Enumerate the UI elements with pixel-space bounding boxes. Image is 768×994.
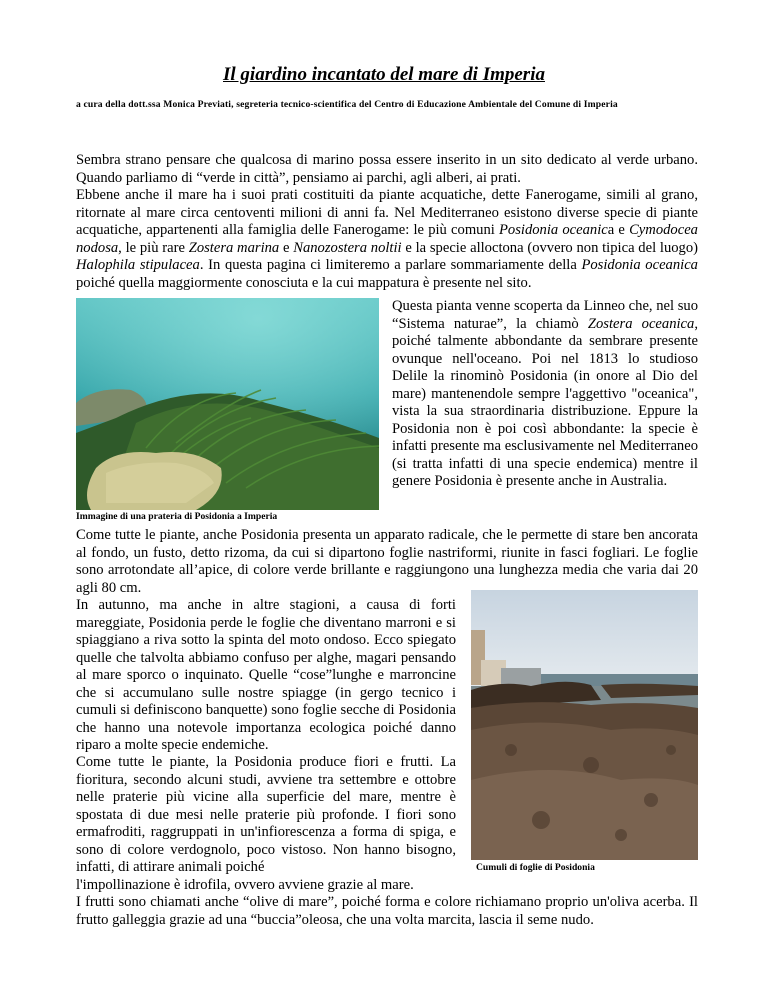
intro-paragraph: Sembra strano pensare che qualcosa di marino possa essere inserito in un sito dedicato al verde urbano. Quando parliamo di “verde in città”, pensiamo ai parchi, agli alberi, ai prati. Ebbene anche il mare ha i suoi prati costituiti da piante acquatiche, dette Fanerogame, simili al grano, ritornate al mare circa centoventi milioni di anni fa. Nel Mediterraneo esistono diverse specie di piante acquatiche, appartenenti alla famiglia delle Fanerogame: le più comuni Posidonia oceanica e Cymodocea nodosa, le più rare Zostera marina e Nanozostera noltii e la specie alloctona (ovvero non tipica del luogo) Halophila stipulacea. In questa pagina ci limiteremo a parlare sommariamente della Posidonia oceanica poiché quella maggiormente conosciuta e la cui mappatura è presente nel sito.: [76, 152, 698, 291]
paragraph-anatomy: Come tutte le piante, anche Posidonia presenta un apparato radicale, che le permette di stare ben ancorata al fondo, un fusto, detto rizoma, da cui si dipartono foglie nastriformi, riunite in fasci fogliari. Le foglie sono arrotondate all’apice, di colore verde brillante e raggiungono una lunghezza media che varia dai 20 agli 80 cm.: [76, 527, 698, 596]
posidonia-meadow-photo: [76, 298, 379, 510]
side-paragraph: Questa pianta venne scoperta da Linneo che, nel suo “Sistema naturae”, la chiamò Zostera oceanica, poiché talmente abbondante da sembrare presente ovunque nell'oceano. Poi nel 1813 lo studioso Delile la rinominò Posidonia (in onore al Dio del mare) mantenendole sempre l'aggettivo "oceanica", vista la sua straordinaria distribuzione. Eppure la Posidonia non è poi così abbondante: la specie è infatti presente ma esclusivamente nel Mediterraneo (si tratta infatti di una specie endemica) mentre il genere Posidonia è presente anche in Australia.: [392, 298, 698, 489]
paragraph-fruits: I frutti sono chiamati anche “olive di mare”, poiché forma e colore richiamano proprio un'oliva acerba. Il frutto galleggia grazie ad una “buccia”oleosa, che una volta marcita, lascia il seme nudo.: [76, 894, 698, 928]
photo-caption-banquette: Cumuli di foglie di Posidonia: [476, 862, 595, 873]
paragraph-pollination: l'impollinazione è idrofila, ovvero avviene grazie al mare.: [76, 877, 414, 893]
posidonia-banquette-photo: [471, 590, 698, 860]
author-byline: a cura della dott.ssa Monica Previati, segreteria tecnico-scientifica del Centro di Educazione Ambientale del Comune di Imperia: [76, 99, 618, 110]
photo-caption-meadow: Immagine di una prateria di Posidonia a Imperia: [76, 511, 278, 522]
paragraph-flowers: Come tutte le piante, la Posidonia produce fiori e frutti. La fioritura, secondo alcuni studi, avviene tra settembre e ottobre nelle praterie più vicine alla superficie del mare, mentre è spostata di due mesi nelle praterie più profonde. I fiori sono ermafroditi, raggruppati in un'infiorescenza a forma di spiga, e sono di colore verdognolo, poco vistoso. Non hanno bisogno, infatti, di attirare animali poiché: [76, 754, 456, 875]
page-title: Il giardino incantato del mare di Imperia: [223, 64, 545, 85]
paragraph-banquette: In autunno, ma anche in altre stagioni, a causa di forti mareggiate, Posidonia perde le foglie che diventano marroni e si spiaggiano a riva sotto la spinta del moto ondoso. Ecco spiegato quelle che talvolta abbiamo confuso per alghe, magari pensando al mare sporco o inquinato. Quelle “cose”lunghe e marroncine che si accumulano sulle nostre spiagge (in gergo tecnico i cumuli si definiscono banquette) sono foglie secche di Posidonia che hanno una notevole importanza ecologica poiché danno riparo a molte specie endemiche.: [76, 597, 456, 753]
